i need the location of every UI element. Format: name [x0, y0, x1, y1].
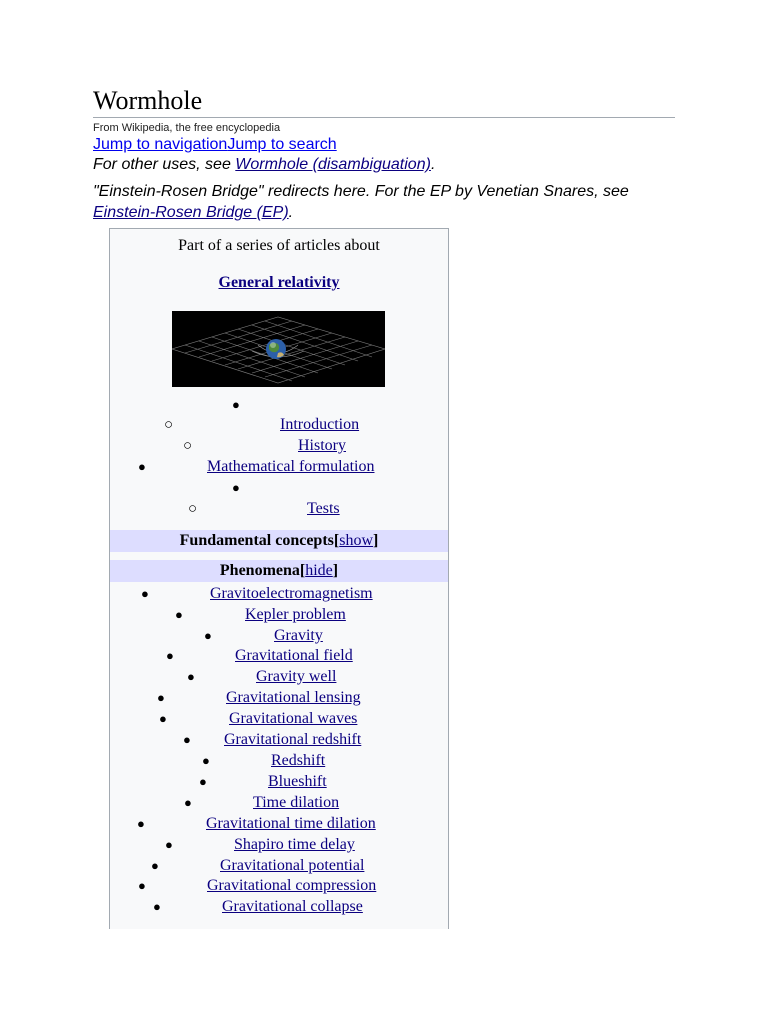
mathematical-formulation-link[interactable]: Mathematical formulation: [207, 458, 375, 475]
introduction-link[interactable]: Introduction: [280, 416, 360, 433]
phenomena-link[interactable]: Redshift: [271, 752, 326, 769]
bullet-icon: ●: [153, 899, 161, 914]
series-title: [110, 273, 448, 293]
bullet-icon: ●: [165, 837, 173, 852]
phenomena-link[interactable]: Gravitational potential: [220, 857, 365, 874]
phenomena-link[interactable]: Gravity well: [256, 668, 337, 685]
general-relativity-link[interactable]: General relativity: [218, 274, 340, 291]
history-link[interactable]: History: [298, 437, 346, 454]
phenomena-link[interactable]: Gravitational compression: [207, 877, 377, 894]
phenomena-link[interactable]: Gravitational waves: [229, 710, 358, 727]
bullet-icon: ●: [183, 732, 191, 747]
bullet-icon: ●: [199, 774, 207, 789]
section-fundamental-concepts: Fundamental concepts[show]: [110, 530, 448, 552]
tests-link[interactable]: Tests: [307, 500, 340, 517]
series-caption: Part of a series of articles about: [178, 237, 380, 254]
spacetime-curvature-image[interactable]: [172, 311, 385, 387]
section-title: Fundamental concepts: [179, 532, 334, 549]
bullet-icon: ●: [166, 648, 174, 663]
circle-bullet-icon: ○: [188, 501, 198, 517]
ep-link[interactable]: Einstein-Rosen Bridge (EP): [93, 204, 289, 221]
hatnote-text: "Einstein-Rosen Bridge" redirects here. For the EP by Venetian Snares, see: [93, 183, 629, 200]
bullet-icon: ●: [157, 690, 165, 705]
bullet-icon: ●: [187, 669, 195, 684]
hatnote-suffix: .: [430, 156, 436, 173]
bullet-icon: ●: [159, 711, 167, 726]
bullet-icon: ●: [138, 459, 146, 474]
bullet-icon: ●: [202, 753, 210, 768]
show-toggle-link[interactable]: show: [339, 532, 373, 549]
phenomena-link[interactable]: Gravitational lensing: [226, 689, 361, 706]
hatnote-suffix: .: [288, 204, 294, 221]
jump-to-search-link[interactable]: Jump to search: [227, 136, 337, 153]
page-tagline: From Wikipedia, the free encyclopedia: [93, 122, 281, 134]
series-infobox: [109, 228, 449, 929]
bullet-icon: ●: [175, 607, 183, 622]
hatnote-redirect: [93, 181, 693, 223]
spacetime-grid-graphic: [172, 311, 385, 387]
phenomena-link[interactable]: Gravitational time dilation: [206, 815, 376, 832]
bullet-icon: ●: [137, 816, 145, 831]
title-divider: [93, 117, 675, 118]
section-title: Phenomena: [219, 562, 300, 579]
hide-toggle-link[interactable]: hide: [305, 562, 333, 579]
hatnote-text: For other uses, see: [93, 156, 236, 173]
phenomena-link[interactable]: Gravitational collapse: [222, 898, 363, 915]
page-title: Wormhole: [93, 86, 203, 115]
hatnote-other-uses: [93, 154, 693, 175]
phenomena-link[interactable]: Kepler problem: [245, 606, 346, 623]
bullet-icon: ●: [204, 628, 212, 643]
section-phenomena: Phenomena[hide]: [110, 560, 448, 582]
bullet-icon: ●: [151, 858, 159, 873]
bullet-icon: ●: [141, 586, 149, 601]
circle-bullet-icon: ○: [183, 438, 193, 454]
bullet-icon: ●: [232, 480, 240, 495]
phenomena-link[interactable]: Gravitational redshift: [224, 731, 362, 748]
bullet-icon: ●: [138, 878, 146, 893]
phenomena-link[interactable]: Blueshift: [268, 773, 327, 790]
jump-links: [93, 135, 337, 155]
circle-bullet-icon: ○: [164, 417, 174, 433]
disambiguation-link[interactable]: Wormhole (disambiguation): [235, 156, 431, 173]
phenomena-link[interactable]: Gravitational field: [235, 647, 353, 664]
phenomena-link[interactable]: Gravity: [274, 627, 323, 644]
bullet-icon: ●: [232, 397, 240, 412]
phenomena-link[interactable]: Shapiro time delay: [234, 836, 355, 853]
phenomena-link[interactable]: Time dilation: [253, 794, 340, 811]
jump-to-navigation-link[interactable]: Jump to navigation: [93, 136, 228, 153]
bullet-icon: ●: [184, 795, 192, 810]
phenomena-link[interactable]: Gravitoelectromagnetism: [210, 585, 373, 602]
